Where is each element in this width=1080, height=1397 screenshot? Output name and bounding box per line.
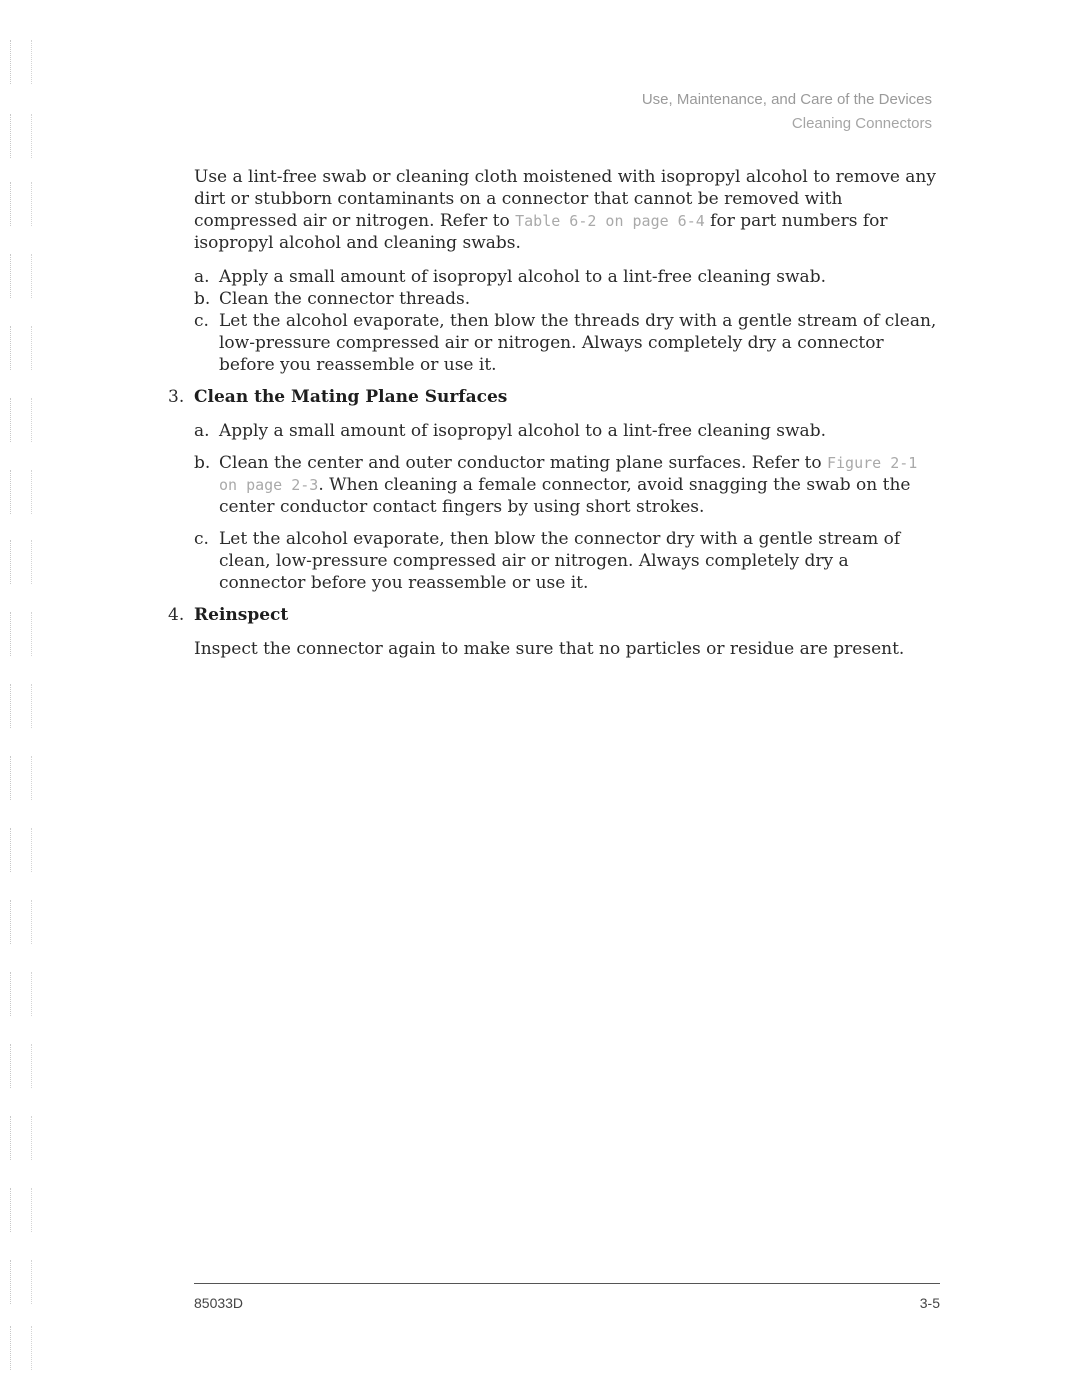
list-marker: a. [194,421,210,441]
list-item [194,288,939,310]
list-item [194,452,939,518]
binding-mark [10,684,32,728]
binding-mark [10,756,32,800]
page-body [168,166,939,672]
binding-mark [10,1326,32,1370]
list-item-text: Let the alcohol evaporate, then blow the threads dry with a gentle stream of clean, low-pressure compressed air or nitrogen. Always completely dry a connector before you reassemble or use it. [219,311,937,375]
binding-mark [10,398,32,442]
running-head [642,88,932,136]
binding-mark [10,540,32,584]
intro-text-after: for part numbers for isopropyl alcohol and cleaning swabs. [194,211,888,253]
list-item-text: Clean the connector threads. [219,289,471,309]
section-4-heading [168,604,939,626]
list-item [194,528,939,594]
list-marker: c. [194,311,209,331]
list-item [194,266,939,288]
binding-mark [10,1044,32,1088]
section-title: Reinspect [194,605,289,625]
binding-mark [10,972,32,1016]
list-marker: b. [194,453,211,473]
list-marker: a. [194,267,210,287]
list-item [194,310,939,376]
section-3-heading [168,386,939,408]
binding-mark [10,1260,32,1304]
binding-edge-marks [10,40,36,1370]
list-item-text-before: Clean the center and outer conductor mating plane surfaces. Refer to [219,453,827,473]
binding-mark [10,900,32,944]
list-item-text-after: . When cleaning a female connector, avoid snagging the swab on the center conductor contact fingers by using short strokes. [219,475,911,517]
list-marker: b. [194,289,211,309]
binding-mark [10,114,32,158]
binding-mark [10,1188,32,1232]
binding-mark [10,254,32,298]
figure-cross-reference-link[interactable]: Figure 2-1 on page 2-3 [219,454,918,494]
footer-divider [194,1283,940,1284]
footer-model-number: 85033D [194,1295,244,1311]
binding-mark [10,612,32,656]
thread-cleaning-steps [194,266,939,376]
section-number: 4. [168,605,185,625]
intro-paragraph [194,166,939,254]
binding-mark [10,1116,32,1160]
footer-page-number: 3-5 [919,1295,940,1311]
running-head-section: Cleaning Connectors [791,115,932,132]
binding-mark [10,182,32,226]
binding-mark [10,326,32,370]
binding-mark [10,40,32,84]
binding-mark [10,470,32,514]
table-cross-reference-link[interactable]: Table 6-2 on page 6-4 [515,212,705,230]
list-item-text: Apply a small amount of isopropyl alcohol to a lint-free cleaning swab. [219,267,826,287]
list-item-text: Apply a small amount of isopropyl alcohol to a lint-free cleaning swab. [219,421,826,441]
binding-mark [10,828,32,872]
section-number: 3. [168,387,185,407]
list-marker: c. [194,529,209,549]
list-item [194,420,939,442]
list-item-text: Let the alcohol evaporate, then blow the connector dry with a gentle stream of clean, low-pressure compressed air or nitrogen. Always completely dry a connector before you reassemble or use it. [219,529,901,593]
mating-plane-steps [194,420,939,594]
running-head-chapter: Use, Maintenance, and Care of the Devices [641,91,932,108]
section-title: Clean the Mating Plane Surfaces [194,387,508,407]
reinspect-paragraph: Inspect the connector again to make sure that no particles or residue are present. [194,639,905,659]
intro-text-before: Use a lint-free swab or cleaning cloth moistened with isopropyl alcohol to remove any dirt or stubborn contaminants on a connector that cannot be removed with compressed air or nitrogen. Refer to [194,167,936,231]
